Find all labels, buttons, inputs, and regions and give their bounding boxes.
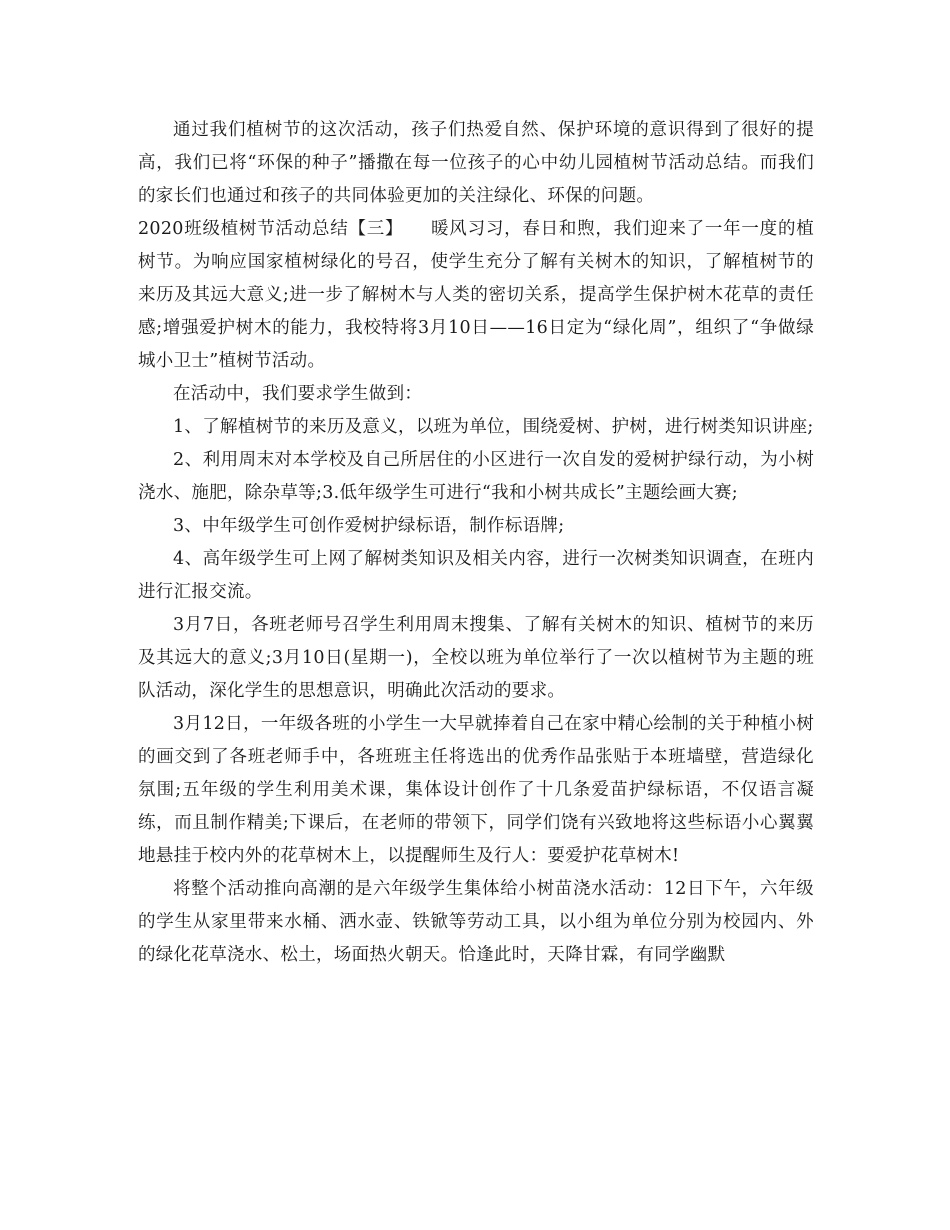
list-item-3: 3、中年级学生可创作爱树护绿标语，制作标语牌; [173,516,565,536]
paragraph-march-7: 3月7日，各班老师号召学生利用周末搜集、了解有关树木的知识、植树节的来历及其远大的意义;3月10日(星期一)，全校以班为单位举行了一次以植树节为主题的班队活动，深化学生的思想意识，明确此次活动的要求。 [138,615,814,701]
document-body [138,114,814,972]
list-item-2: 2、利用周末对本学校及自己所居住的小区进行一次自发的爱树护绿行动，为小树浇水、施肥，除杂草等;3.低年级学生可进行“我和小树共成长”主题绘画大赛; [138,450,814,503]
paragraph-conclusion: 通过我们植树节的这次活动，孩子们热爱自然、保护环境的意识得到了很好的提高，我们已将“环保的种子”播撒在每一位孩子的心中幼儿园植树节活动总结。而我们的家长们也通过和孩子的共同体验更加的关注绿化、环保的问题。 [138,120,814,206]
paragraph-requirements-lead: 在活动中，我们要求学生做到： [173,384,423,404]
paragraph-climax: 将整个活动推向高潮的是六年级学生集体给小树苗浇水活动：12日下午，六年级的学生从家里带来水桶、洒水壶、铁锨等劳动工具，以小组为单位分别为校园内、外的绿化花草浇水、松土，场面热火朝天。恰逢此时，天降甘霖，有同学幽默 [138,879,814,965]
list-item-1: 1、了解植树节的来历及意义，以班为单位，围绕爱树、护树，进行树类知识讲座; [173,417,814,437]
paragraph-section-three-intro: 2020班级植树节活动总结【三】 暖风习习，春日和煦，我们迎来了一年一度的植树节。为响应国家植树绿化的号召，使学生充分了解有关树木的知识，了解植树节的来历及其远大意义;进一步了解树木与人类的密切关系，提高学生保护树木花草的责任感;增强爱护树木的能力，我校特将3月10日——16日定为“绿化周”，组织了“争做绿城小卫士”植树节活动。 [138,219,814,371]
paragraph-march-12: 3月12日，一年级各班的小学生一大早就捧着自己在家中精心绘制的关于种植小树的画交到了各班老师手中，各班班主任将选出的优秀作品张贴于本班墙壁，营造绿化氛围;五年级的学生利用美术课，集体设计创作了十几条爱苗护绿标语，不仅语言凝练，而且制作精美;下课后，在老师的带领下，同学们饶有兴致地将这些标语小心翼翼地悬挂于校内外的花草树木上，以提醒师生及行人：要爱护花草树木! [138,714,814,866]
list-item-4: 4、高年级学生可上网了解树类知识及相关内容，进行一次树类知识调查，在班内进行汇报交流。 [138,549,814,602]
